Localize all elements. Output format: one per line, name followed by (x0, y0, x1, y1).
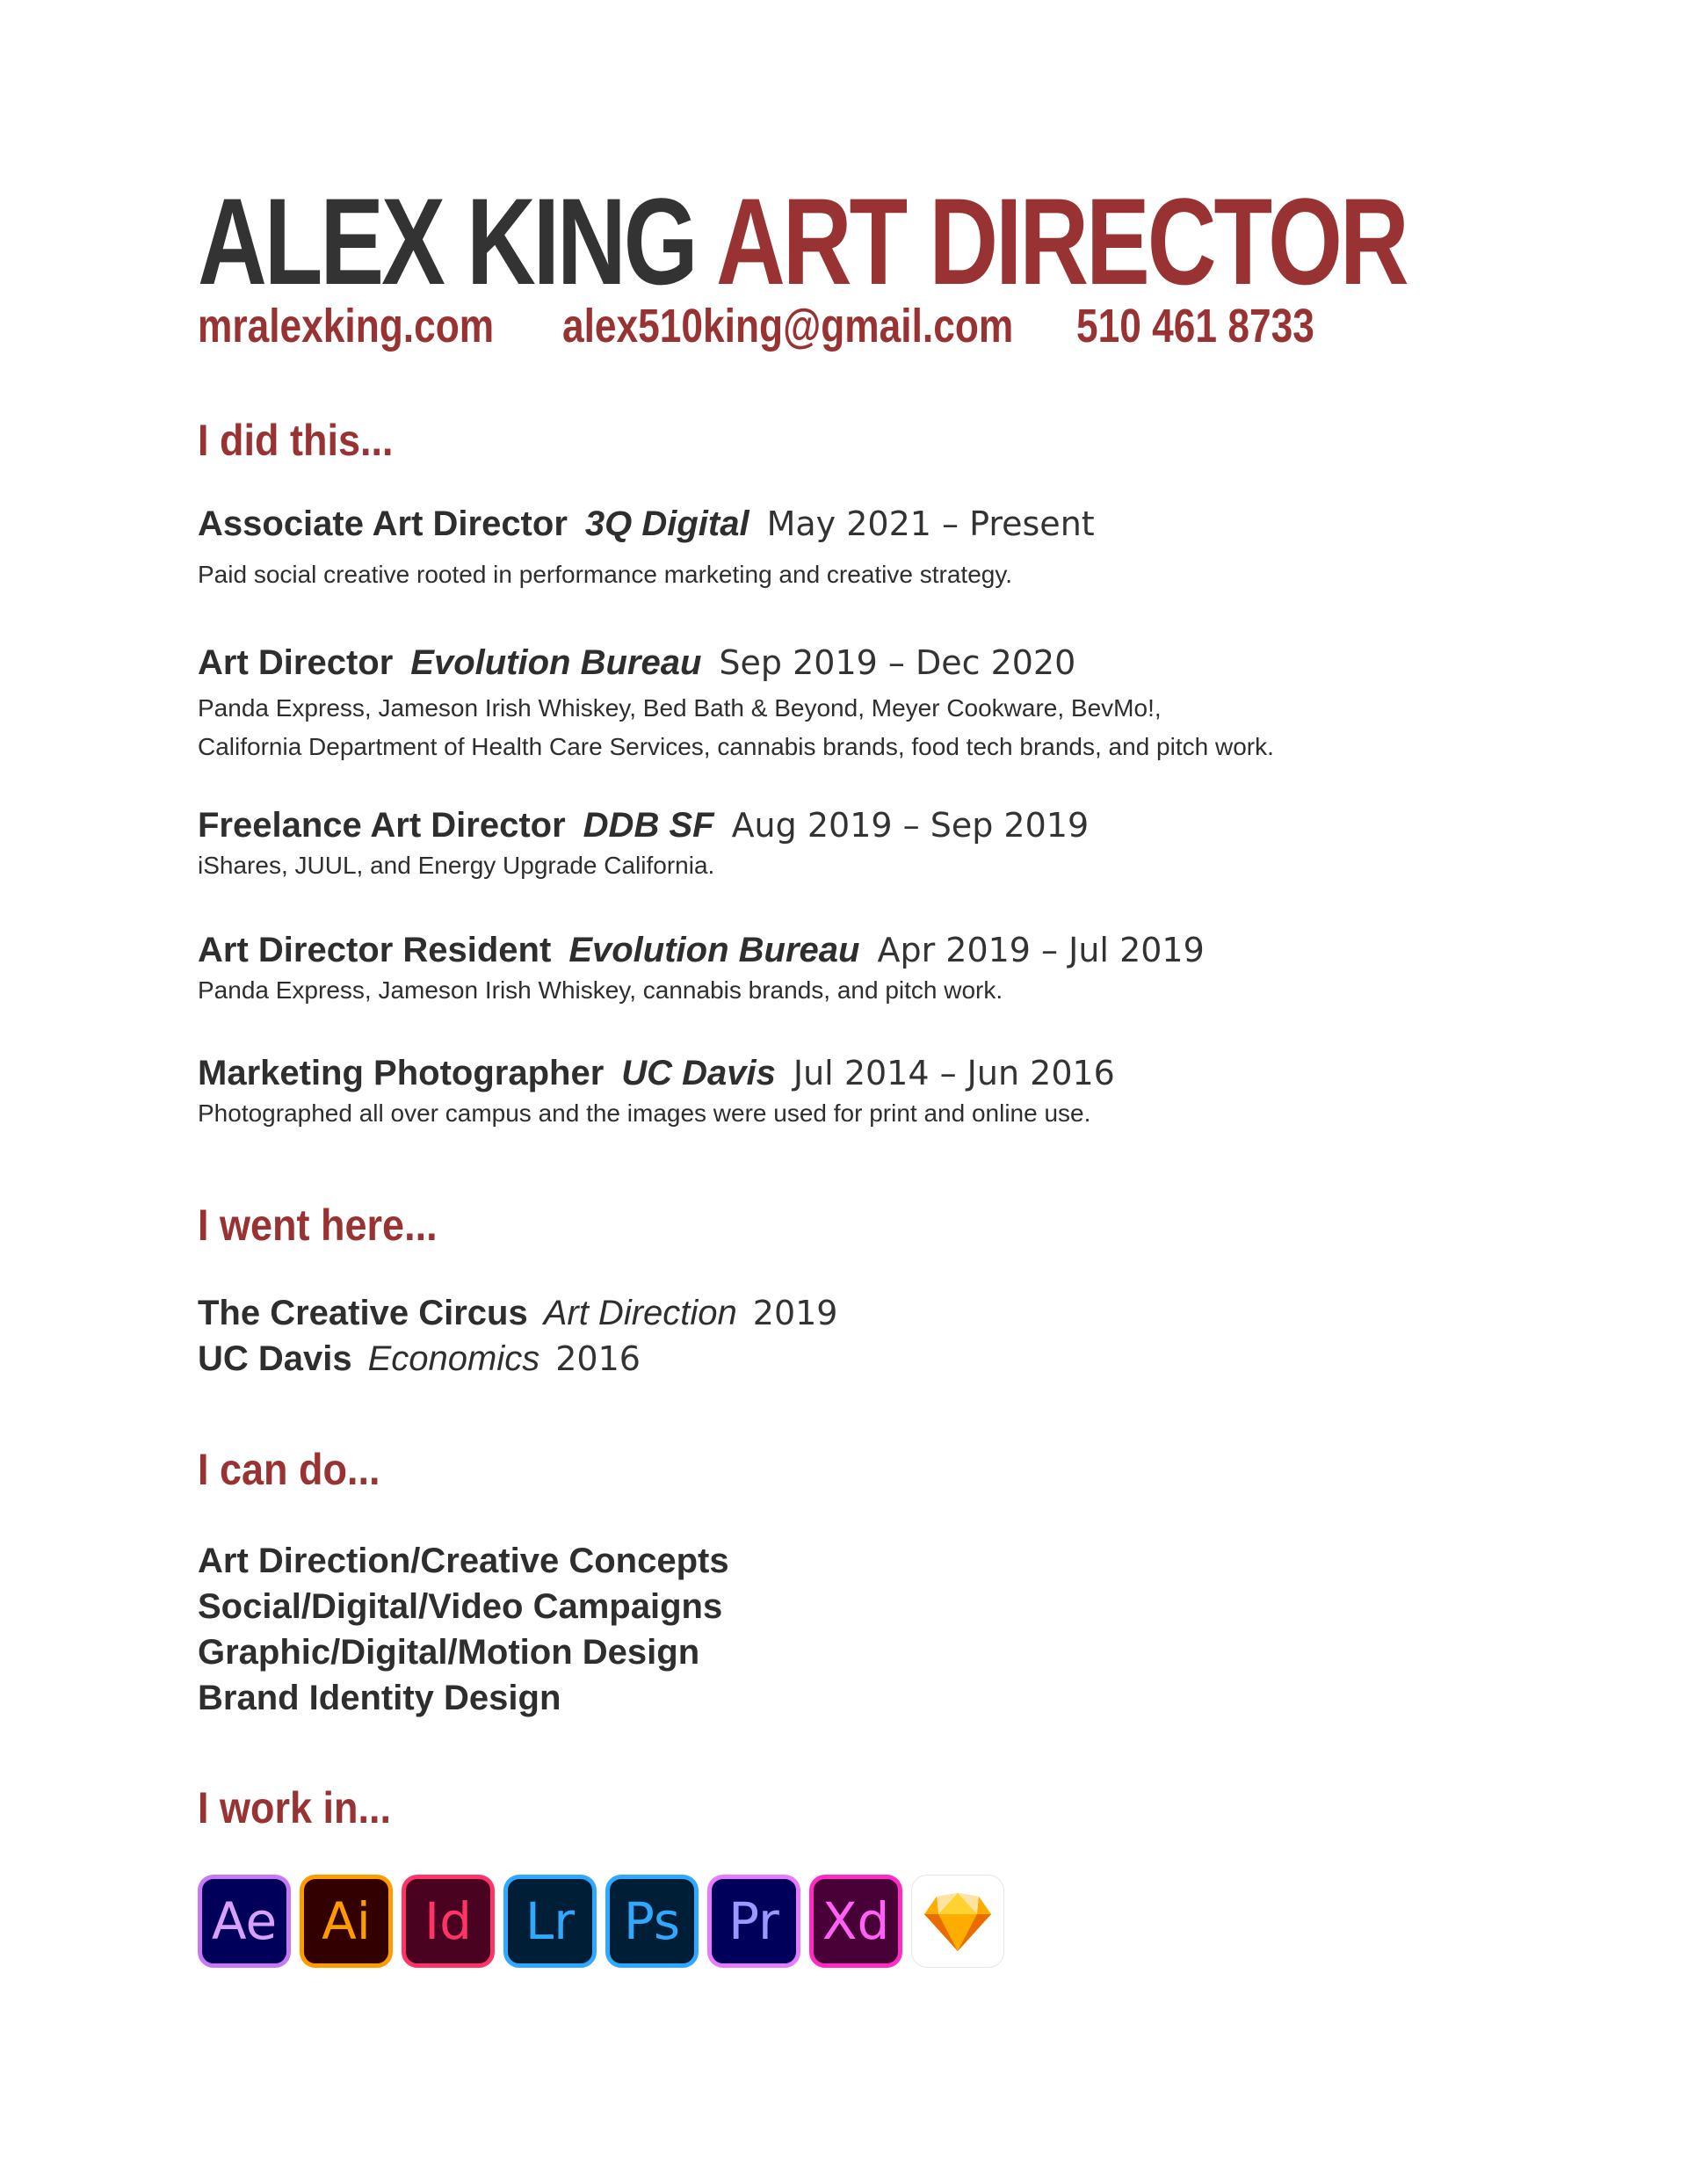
education-heading: I went here... (198, 1201, 438, 1250)
school-year: 2016 (555, 1339, 641, 1378)
lightroom-icon: Lr (503, 1875, 597, 1968)
indesign-icon: Id (402, 1875, 495, 1968)
tools-icons (198, 1875, 1004, 1968)
phone-number[interactable]: 510 461 8733 (1076, 300, 1314, 352)
job-description: Paid social creative rooted in performance marketing and creative strategy. (198, 561, 1013, 588)
skill-item: Art Direction/Creative Concepts (198, 1542, 729, 1580)
website-link[interactable]: mralexking.com (198, 300, 495, 352)
job-description: Panda Express, Jameson Irish Whiskey, cannabis brands, and pitch work. (198, 976, 1003, 1004)
job-description: California Department of Health Care Services, cannabis brands, food tech brands, and pitch work. (198, 733, 1274, 760)
skills-list (198, 1538, 729, 1721)
skill-item: Graphic/Digital/Motion Design (198, 1633, 700, 1672)
job-entry (198, 503, 1095, 594)
name: ALEX KING (198, 172, 696, 310)
school-field: Art Direction (543, 1294, 737, 1332)
school-year: 2019 (752, 1294, 838, 1332)
sketch-icon (911, 1875, 1004, 1968)
job-role: Art Director Resident (198, 931, 552, 969)
job-company: Evolution Bureau (410, 643, 702, 682)
education-item (198, 1336, 837, 1382)
education-item (198, 1290, 837, 1336)
header-title-line (198, 172, 1407, 310)
experience-heading: I did this... (198, 416, 394, 465)
job-role: Associate Art Director (198, 504, 568, 543)
job-role: Freelance Art Director (198, 806, 566, 845)
job-entry (198, 804, 1089, 885)
skill-item: Social/Digital/Video Campaigns (198, 1587, 723, 1626)
school-name: UC Davis (198, 1339, 352, 1378)
photoshop-icon: Ps (605, 1875, 699, 1968)
job-company: DDB SF (583, 806, 714, 845)
job-entry (198, 1052, 1115, 1133)
job-company: UC Davis (621, 1054, 776, 1092)
after-effects-icon: Ae (198, 1875, 291, 1968)
job-dates: Sep 2019 – Dec 2020 (719, 643, 1076, 682)
job-dates: Aug 2019 – Sep 2019 (731, 806, 1090, 845)
skills-heading: I can do... (198, 1445, 380, 1494)
sketch-diamond-graphic (923, 1890, 993, 1953)
education-list (198, 1290, 837, 1382)
job-dates: Apr 2019 – Jul 2019 (877, 931, 1205, 969)
email-link[interactable]: alex510king@gmail.com (562, 300, 1014, 352)
illustrator-icon: Ai (300, 1875, 393, 1968)
job-dates: Jul 2014 – Jun 2016 (793, 1054, 1115, 1092)
job-title: ART DIRECTOR (716, 172, 1407, 310)
tools-heading: I work in... (198, 1783, 392, 1832)
skill-item: Brand Identity Design (198, 1679, 561, 1717)
job-description: Photographed all over campus and the images were used for print and online use. (198, 1099, 1091, 1127)
job-entry (198, 929, 1205, 1010)
job-description: iShares, JUUL, and Energy Upgrade California. (198, 852, 715, 879)
job-company: Evolution Bureau (568, 931, 860, 969)
job-company: 3Q Digital (584, 504, 749, 543)
job-role: Marketing Photographer (198, 1054, 605, 1092)
job-description: Panda Express, Jameson Irish Whiskey, Bed Bath & Beyond, Meyer Cookware, BevMo!, (198, 694, 1162, 722)
job-role: Art Director (198, 643, 394, 682)
school-field: Economics (367, 1339, 540, 1378)
xd-icon: Xd (809, 1875, 902, 1968)
school-name: The Creative Circus (198, 1294, 528, 1332)
job-dates: May 2021 – Present (766, 504, 1095, 543)
premiere-pro-icon: Pr (707, 1875, 800, 1968)
job-entry (198, 642, 1274, 766)
